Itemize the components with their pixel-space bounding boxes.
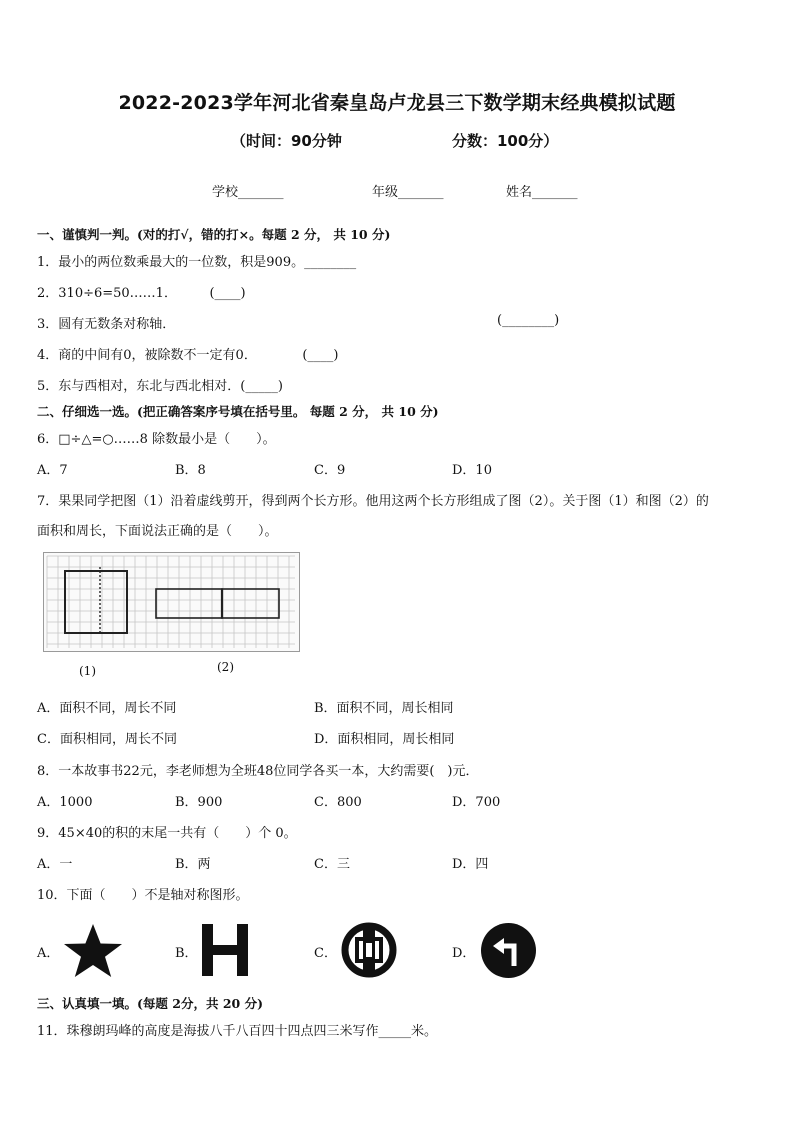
question-7-line2: 面积和周长，下面说法正确的是（ ）。	[37, 524, 278, 539]
section1-heading: 一、谨慎判一判。(对的打√，错的打×。每题 2 分， 共 10 分)	[37, 227, 391, 242]
question-9: 9．45×40的积的末尾一共有（ ）个 0。	[37, 826, 297, 841]
question-4: 4．商的中间有0，被除数不一定有0． (____)	[37, 348, 339, 363]
q7-option-a: A．面积不同，周长不同	[37, 701, 177, 716]
section3-heading: 三、认真填一填。(每题 2分，共 20 分)	[37, 996, 263, 1011]
q7-option-b: B．面积不同，周长相同	[314, 701, 454, 716]
question-3: 3．圆有无数条对称轴．	[37, 317, 176, 332]
q8-option-c: C．800	[314, 795, 362, 810]
question-1: 1．最小的两位数乘最大的一位数，积是909。________	[37, 255, 357, 270]
star-icon	[62, 923, 124, 979]
q8-option-a: A．1000	[37, 795, 93, 810]
figure-1-caption: (1)	[79, 664, 96, 678]
bank-logo-icon	[341, 922, 397, 978]
score-label: 分数：100分）	[452, 132, 559, 150]
q9-option-a: A．一	[37, 857, 73, 872]
q7-option-c: C．面积相同，周长不同	[37, 732, 177, 747]
q10-option-a: A．	[37, 946, 60, 961]
name-field: 姓名_______	[506, 185, 578, 200]
q9-option-d: D．四	[452, 857, 489, 872]
question-6: 6．□÷△=○……8 除数最小是（ ）。	[37, 432, 276, 447]
q10-option-b: B．	[175, 946, 198, 961]
letter-h-icon	[202, 924, 248, 976]
q7-option-d: D．面积相同，周长相同	[314, 732, 455, 747]
q9-option-b: B．两	[175, 857, 211, 872]
q8-option-d: D．700	[452, 795, 501, 810]
figure-2-caption: (2)	[217, 660, 234, 674]
time-label: （时间：90分钟	[231, 132, 342, 150]
section2-heading: 二、仔细选一选。(把正确答案序号填在括号里。 每题 2 分， 共 10 分)	[37, 404, 439, 419]
turn-left-sign-icon	[480, 922, 537, 979]
q6-option-c: C．9	[314, 463, 346, 478]
q6-option-b: B．8	[175, 463, 206, 478]
school-field: 学校_______	[212, 185, 284, 200]
q6-option-d: D．10	[452, 463, 492, 478]
q10-option-d: D．	[452, 946, 476, 961]
question-11: 11．珠穆朗玛峰的高度是海拔八千八百四十四点四三米写作_____米。	[37, 1024, 438, 1039]
q6-option-a: A．7	[37, 463, 68, 478]
question-7-line1: 7．果果同学把图（1）沿着虚线剪开，得到两个长方形。他用这两个长方形组成了图（2）。关于图（1）和图（2）的	[37, 494, 709, 509]
page-title: 2022-2023学年河北省秦皇岛卢龙县三下数学期末经典模拟试题	[118, 92, 676, 114]
grade-field: 年级_______	[372, 185, 444, 200]
q10-option-c: C．	[314, 946, 337, 961]
question-5: 5．东与西相对，东北与西北相对．(_____)	[37, 379, 283, 394]
question-3-answer: (________)	[497, 313, 560, 328]
question-2: 2．310÷6=50……1． (____)	[37, 286, 246, 301]
grid-figure	[43, 552, 300, 652]
question-8: 8．一本故事书22元，李老师想为全班48位同学各买一本，大约需要( )元．	[37, 764, 479, 779]
q9-option-c: C．三	[314, 857, 350, 872]
question-10: 10．下面（ ）不是轴对称图形。	[37, 888, 249, 903]
q8-option-b: B．900	[175, 795, 223, 810]
